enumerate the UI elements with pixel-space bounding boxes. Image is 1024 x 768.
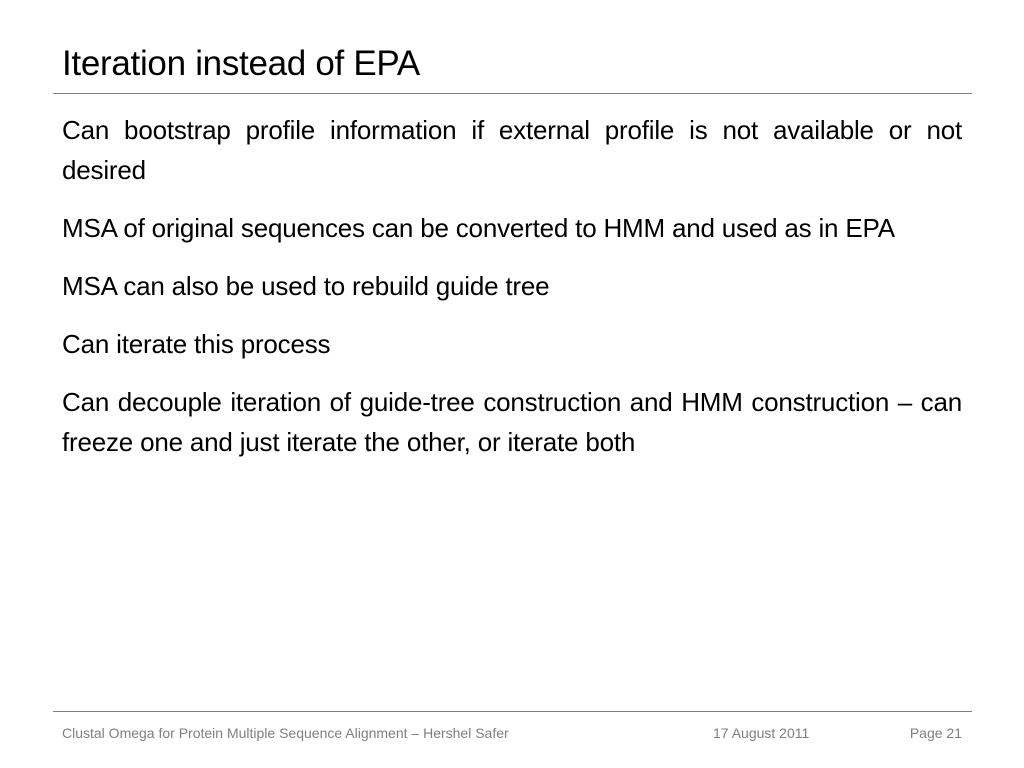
bullet-item: Can decouple iteration of guide-tree construction and HMM construction – can freeze one and just iterate the other, or iterate both — [62, 387, 962, 457]
bullet-item: MSA can also be used to rebuild guide tree — [62, 271, 550, 301]
footer-date: 17 August 2011 — [713, 725, 810, 741]
bullet-item: Can iterate this process — [62, 329, 331, 359]
footer-page-number: Page 21 — [909, 725, 962, 741]
bullet-item: MSA of original sequences can be converted to HMM and used as in EPA — [62, 213, 895, 243]
bullet-list — [62, 110, 962, 480]
title-divider — [53, 93, 972, 94]
footer-presentation-title: Clustal Omega for Protein Multiple Sequence Alignment – Hershel Safer — [62, 725, 509, 741]
slide-title: Iteration instead of EPA — [62, 44, 420, 83]
bullet-item: Can bootstrap profile information if external profile is not available or not desired — [62, 115, 962, 185]
footer-divider — [53, 711, 972, 712]
